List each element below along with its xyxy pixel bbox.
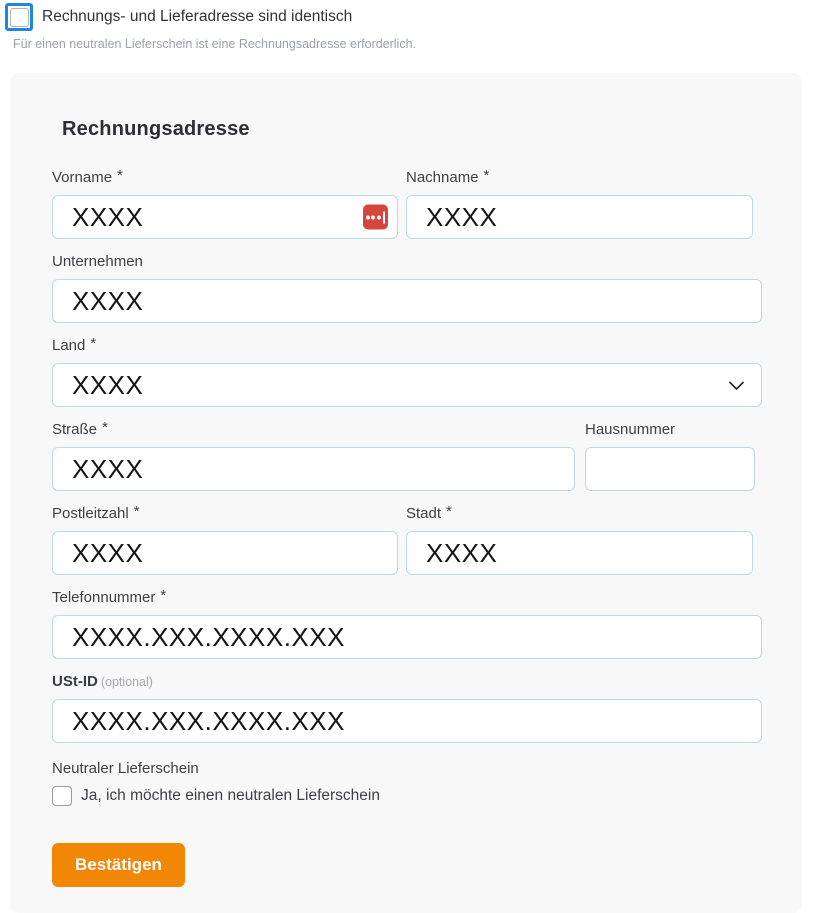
strasse-label-text: Straße xyxy=(52,421,98,438)
identical-address-checkbox[interactable] xyxy=(5,3,33,31)
identical-address-row xyxy=(5,3,352,31)
name-row xyxy=(52,169,762,239)
strasse-field-group xyxy=(52,421,575,491)
pw-dot xyxy=(366,215,370,219)
neutral-lieferschein-label: Neutraler Lieferschein xyxy=(52,760,199,777)
hausnummer-label-text: Hausnummer xyxy=(585,421,676,438)
hausnummer-label xyxy=(585,421,755,439)
vorname-input-wrap xyxy=(52,195,398,239)
required-asterisk: * xyxy=(483,167,490,184)
nachname-label-text: Nachname xyxy=(406,169,479,186)
postleitzahl-input[interactable] xyxy=(52,531,398,575)
land-field-group xyxy=(52,337,762,407)
pw-dot xyxy=(377,215,381,219)
ustid-label-text: USt-ID xyxy=(52,673,98,690)
pw-dot xyxy=(371,215,375,219)
postleitzahl-label xyxy=(52,505,398,523)
stadt-label-text: Stadt xyxy=(406,505,442,522)
billing-address-card xyxy=(10,73,802,913)
nachname-input[interactable] xyxy=(406,195,753,239)
unternehmen-label-text: Unternehmen xyxy=(52,253,143,270)
strasse-label xyxy=(52,421,575,439)
pw-caret xyxy=(383,211,385,223)
ustid-input[interactable] xyxy=(52,699,762,743)
land-label xyxy=(52,337,762,355)
neutral-lieferschein-checkbox[interactable] xyxy=(52,786,72,806)
stadt-label xyxy=(406,505,753,523)
postleitzahl-field-group xyxy=(52,505,398,575)
unternehmen-field-group xyxy=(52,253,762,323)
unternehmen-input[interactable] xyxy=(52,279,762,323)
vorname-input[interactable] xyxy=(52,195,398,239)
street-row xyxy=(52,421,762,491)
neutral-lieferschein-checkbox-label: Ja, ich möchte einen neutralen Lieferschein xyxy=(81,787,380,804)
city-row xyxy=(52,505,762,575)
ustid-field-group xyxy=(52,673,762,743)
vorname-field-group xyxy=(52,169,398,239)
chevron-down-icon xyxy=(729,375,745,391)
password-manager-icon[interactable] xyxy=(363,205,388,230)
telefonnummer-label xyxy=(52,589,762,607)
optional-hint: (optional) xyxy=(100,675,153,689)
checkbox-box xyxy=(10,8,29,27)
postleitzahl-label-text: Postleitzahl xyxy=(52,505,129,522)
required-asterisk: * xyxy=(133,503,140,520)
billing-address-form xyxy=(52,169,762,887)
telefonnummer-field-group xyxy=(52,589,762,659)
telefonnummer-label-text: Telefonnummer xyxy=(52,589,156,606)
ustid-label xyxy=(52,673,762,691)
required-asterisk: * xyxy=(117,167,123,184)
identical-address-label: Rechnungs- und Lieferadresse sind identisch xyxy=(42,8,353,25)
strasse-input[interactable] xyxy=(52,447,575,491)
unternehmen-label xyxy=(52,253,762,271)
card-title: Rechnungsadresse xyxy=(62,118,250,140)
neutral-note-text: Für einen neutralen Lieferschein ist eine Rechnungsadresse erforderlich. xyxy=(13,37,417,51)
land-selected-value: XXXX xyxy=(72,369,144,400)
nachname-field-group xyxy=(406,169,753,239)
vorname-label-text: Vorname xyxy=(52,169,113,186)
required-asterisk: * xyxy=(160,587,167,604)
required-asterisk: * xyxy=(90,335,97,352)
required-asterisk: * xyxy=(102,419,108,436)
land-label-text: Land xyxy=(52,337,86,354)
stadt-field-group xyxy=(406,505,753,575)
bestaetigen-button[interactable]: Bestätigen xyxy=(52,843,185,887)
land-select[interactable] xyxy=(52,363,762,407)
vorname-label xyxy=(52,169,398,187)
neutral-lieferschein-checkbox-row[interactable] xyxy=(52,786,762,806)
hausnummer-input[interactable] xyxy=(585,447,755,491)
nachname-label xyxy=(406,169,753,187)
required-asterisk: * xyxy=(446,503,452,520)
hausnummer-field-group xyxy=(585,421,755,491)
stadt-input[interactable] xyxy=(406,531,753,575)
telefonnummer-input[interactable] xyxy=(52,615,762,659)
